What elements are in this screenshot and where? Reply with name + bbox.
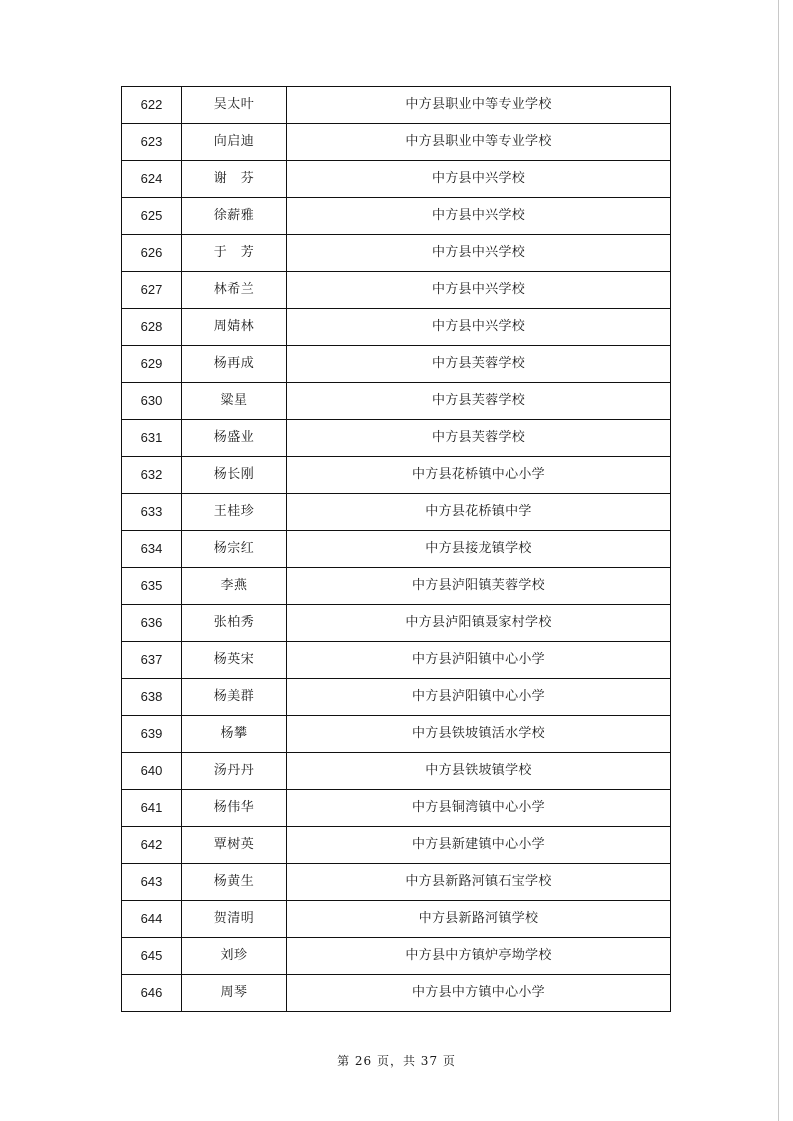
person-name: 粱星 (182, 383, 287, 420)
person-name: 林希兰 (182, 272, 287, 309)
school-name: 中方县泸阳镇中心小学 (287, 679, 671, 716)
table-row (122, 272, 671, 309)
row-number: 646 (122, 975, 182, 1012)
school-name: 中方县芙蓉学校 (287, 420, 671, 457)
person-name: 王桂珍 (182, 494, 287, 531)
school-name: 中方县花桥镇中学 (287, 494, 671, 531)
row-number: 632 (122, 457, 182, 494)
person-name: 周婧林 (182, 309, 287, 346)
table-row (122, 383, 671, 420)
table-row (122, 716, 671, 753)
school-name: 中方县泸阳镇芙蓉学校 (287, 568, 671, 605)
school-name: 中方县中兴学校 (287, 235, 671, 272)
row-number: 625 (122, 198, 182, 235)
person-name: 杨再成 (182, 346, 287, 383)
person-name: 杨美群 (182, 679, 287, 716)
table-row (122, 235, 671, 272)
table-row (122, 87, 671, 124)
row-number: 641 (122, 790, 182, 827)
table-row (122, 679, 671, 716)
person-name: 杨宗红 (182, 531, 287, 568)
school-name: 中方县铁坡镇学校 (287, 753, 671, 790)
table-row (122, 457, 671, 494)
person-name: 谢 芬 (182, 161, 287, 198)
school-name: 中方县铁坡镇活水学校 (287, 716, 671, 753)
person-name: 徐薪雅 (182, 198, 287, 235)
school-name: 中方县花桥镇中心小学 (287, 457, 671, 494)
table-row (122, 309, 671, 346)
roster-table (121, 86, 671, 1012)
row-number: 631 (122, 420, 182, 457)
person-name: 刘珍 (182, 938, 287, 975)
person-name: 吴太叶 (182, 87, 287, 124)
school-name: 中方县芙蓉学校 (287, 346, 671, 383)
school-name: 中方县职业中等专业学校 (287, 87, 671, 124)
person-name: 向启迪 (182, 124, 287, 161)
table-row (122, 420, 671, 457)
school-name: 中方县中兴学校 (287, 272, 671, 309)
school-name: 中方县泸阳镇聂家村学校 (287, 605, 671, 642)
table-row (122, 975, 671, 1012)
table-row (122, 753, 671, 790)
school-name: 中方县中方镇炉亭坳学校 (287, 938, 671, 975)
table-row (122, 346, 671, 383)
row-number: 624 (122, 161, 182, 198)
person-name: 张柏秀 (182, 605, 287, 642)
row-number: 627 (122, 272, 182, 309)
school-name: 中方县新建镇中心小学 (287, 827, 671, 864)
school-name: 中方县新路河镇学校 (287, 901, 671, 938)
person-name: 杨英宋 (182, 642, 287, 679)
school-name: 中方县职业中等专业学校 (287, 124, 671, 161)
table-row (122, 901, 671, 938)
row-number: 636 (122, 605, 182, 642)
table-row (122, 161, 671, 198)
person-name: 汤丹丹 (182, 753, 287, 790)
row-number: 623 (122, 124, 182, 161)
row-number: 645 (122, 938, 182, 975)
table-row (122, 642, 671, 679)
row-number: 638 (122, 679, 182, 716)
row-number: 630 (122, 383, 182, 420)
table-row (122, 938, 671, 975)
person-name: 周琴 (182, 975, 287, 1012)
school-name: 中方县接龙镇学校 (287, 531, 671, 568)
roster-table-body (122, 87, 671, 1012)
scan-edge-line (778, 0, 779, 1121)
table-row (122, 198, 671, 235)
row-number: 644 (122, 901, 182, 938)
page-footer: 第 26 页，共 37 页 (337, 1054, 456, 1068)
table-row (122, 124, 671, 161)
person-name: 杨攀 (182, 716, 287, 753)
row-number: 639 (122, 716, 182, 753)
school-name: 中方县铜湾镇中心小学 (287, 790, 671, 827)
school-name: 中方县中方镇中心小学 (287, 975, 671, 1012)
row-number: 633 (122, 494, 182, 531)
row-number: 634 (122, 531, 182, 568)
school-name: 中方县中兴学校 (287, 198, 671, 235)
row-number: 629 (122, 346, 182, 383)
table-row (122, 827, 671, 864)
table-row (122, 605, 671, 642)
person-name: 李燕 (182, 568, 287, 605)
person-name: 覃树英 (182, 827, 287, 864)
person-name: 贺清明 (182, 901, 287, 938)
row-number: 626 (122, 235, 182, 272)
person-name: 杨黄生 (182, 864, 287, 901)
table-row (122, 864, 671, 901)
table-row (122, 494, 671, 531)
row-number: 622 (122, 87, 182, 124)
school-name: 中方县新路河镇石宝学校 (287, 864, 671, 901)
school-name: 中方县中兴学校 (287, 309, 671, 346)
person-name: 于 芳 (182, 235, 287, 272)
row-number: 628 (122, 309, 182, 346)
school-name: 中方县芙蓉学校 (287, 383, 671, 420)
row-number: 642 (122, 827, 182, 864)
person-name: 杨盛业 (182, 420, 287, 457)
person-name: 杨伟华 (182, 790, 287, 827)
row-number: 635 (122, 568, 182, 605)
person-name: 杨长刚 (182, 457, 287, 494)
table-row (122, 790, 671, 827)
school-name: 中方县泸阳镇中心小学 (287, 642, 671, 679)
row-number: 643 (122, 864, 182, 901)
table-row (122, 568, 671, 605)
row-number: 640 (122, 753, 182, 790)
school-name: 中方县中兴学校 (287, 161, 671, 198)
table-row (122, 531, 671, 568)
row-number: 637 (122, 642, 182, 679)
